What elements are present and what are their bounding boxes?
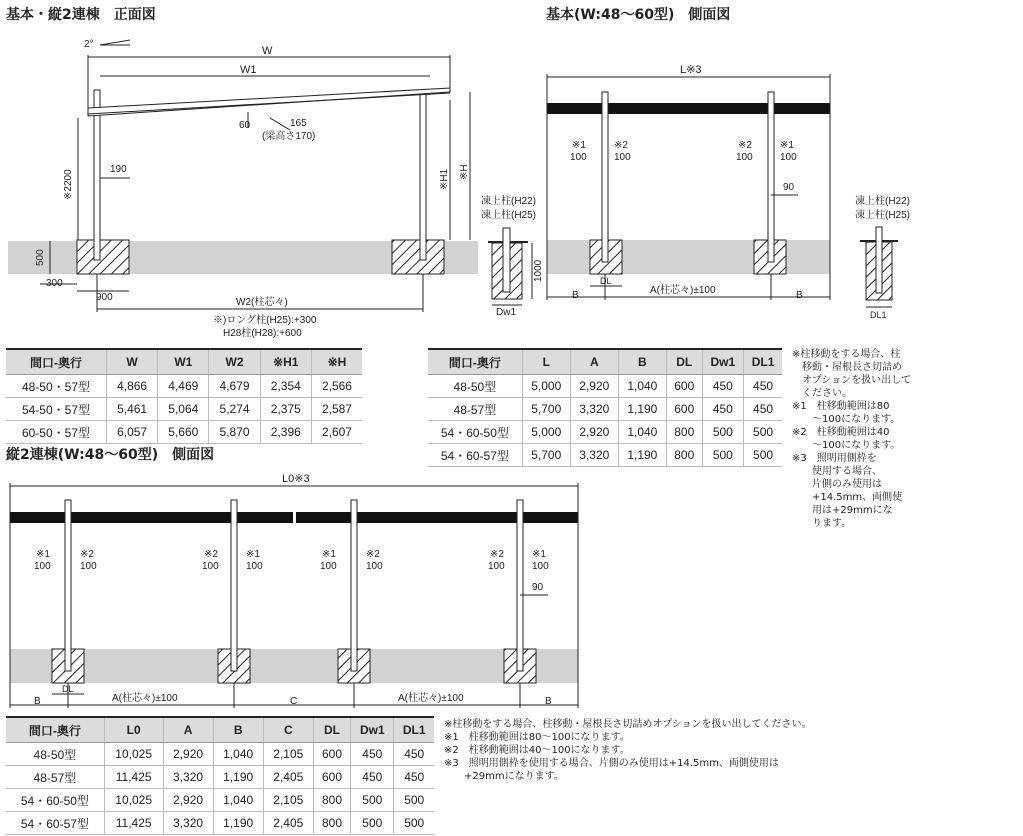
- table-cell: 48-57型: [428, 398, 522, 421]
- front-angle-label: 2°: [84, 39, 94, 50]
- note-line: ～100になります。: [792, 414, 901, 425]
- table-cell: 5,700: [522, 444, 570, 467]
- front-w1-label: W1: [240, 64, 257, 76]
- side-s1-right: ※1: [780, 140, 794, 151]
- table-header: B: [618, 349, 666, 375]
- table-cell: 48-50・57型: [6, 375, 106, 398]
- table-cell: 2,587: [311, 398, 362, 421]
- double-s2-4: ※2: [490, 549, 504, 560]
- table-cell: 450: [702, 375, 743, 398]
- side-view-basic: [547, 64, 910, 320]
- front-190-label: 190: [110, 164, 127, 175]
- front-500-label: 500: [35, 249, 46, 266]
- table-cell: 54・60-50型: [6, 789, 104, 812]
- double-post-3: [351, 500, 357, 671]
- notes-bottom: [444, 718, 811, 783]
- table-row: [428, 421, 782, 444]
- double-s1-1: ※1: [36, 549, 50, 560]
- side-post2-label: 凍上柱(H25): [855, 210, 911, 221]
- table-cell: 800: [666, 444, 702, 467]
- table-cell: 5,274: [209, 398, 260, 421]
- side-roof: [547, 103, 830, 114]
- table-cell: 3,320: [163, 766, 213, 789]
- table-header: DL1: [744, 349, 782, 375]
- table-cell: 48-50型: [428, 375, 522, 398]
- table-header: Dw1: [351, 717, 394, 743]
- front-post1-label: 凍上柱(H22): [481, 196, 537, 207]
- note-line: ※2 柱移動範囲は40～100になります。: [444, 745, 630, 756]
- table-cell: 500: [394, 789, 434, 812]
- table-header: DL: [666, 349, 702, 375]
- front-post2-label: 凍上柱(H25): [481, 210, 537, 221]
- note-line: ください。: [792, 388, 852, 399]
- table-cell: 1,040: [213, 743, 263, 766]
- table-row: [6, 812, 434, 835]
- table-header: 間口-奥行: [6, 349, 106, 375]
- double-100-2: 100: [80, 561, 97, 572]
- table-cell: 54-50・57型: [6, 398, 106, 421]
- table-cell: 4,866: [106, 375, 157, 398]
- table-cell: 4,679: [209, 375, 260, 398]
- double-100-3: 100: [202, 561, 219, 572]
- double-roof-joint: [293, 512, 296, 523]
- table-cell: 450: [394, 743, 434, 766]
- front-165-leader: [270, 118, 290, 130]
- front-300-label: 300: [46, 278, 63, 289]
- table-cell: 2,566: [311, 375, 362, 398]
- table-row: [6, 789, 434, 812]
- double-a-right: A(柱芯々)±100: [398, 693, 464, 704]
- table-cell: 10,025: [104, 743, 163, 766]
- note-line: +29mmになります。: [444, 771, 564, 782]
- table-cell: 500: [351, 789, 394, 812]
- table-cell: 5,461: [106, 398, 157, 421]
- double-100-5: 100: [320, 561, 337, 572]
- table-cell: 5,870: [209, 421, 260, 444]
- front-dw1-label: Dw1: [496, 307, 517, 318]
- table-cell: 600: [313, 743, 350, 766]
- double-90-label: 90: [532, 582, 544, 593]
- double-a-left: A(柱芯々)±100: [112, 693, 178, 704]
- table-cell: 5,000: [522, 421, 570, 444]
- table-cell: 2,607: [311, 421, 362, 444]
- table-cell: 800: [313, 812, 350, 835]
- side-a-label: A(柱芯々)±100: [650, 285, 716, 296]
- table-cell: 500: [744, 444, 782, 467]
- front-view: [8, 39, 544, 339]
- note-line: ～100になります。: [792, 440, 901, 451]
- table-cell: 54・60-50型: [428, 421, 522, 444]
- table-cell: 600: [313, 766, 350, 789]
- side-90-label: 90: [783, 182, 795, 193]
- side-b-left: B: [572, 290, 579, 301]
- double-l0-label: L0※3: [282, 473, 310, 485]
- note-line: ります。: [792, 518, 852, 529]
- table-cell: 3,320: [570, 444, 618, 467]
- table-cell: 600: [666, 375, 702, 398]
- table-cell: 450: [351, 766, 394, 789]
- front-h1-label: ※H1: [439, 168, 450, 190]
- double-post-2: [231, 500, 237, 671]
- double-s1-2: ※1: [246, 549, 260, 560]
- table-header: ※H1: [260, 349, 311, 375]
- side-post-left: [602, 92, 608, 262]
- side-double-title: 縦2連棟(W:48～60型) 側面図: [6, 447, 215, 463]
- table-header: DL1: [394, 717, 434, 743]
- front-angle-line: [100, 40, 130, 45]
- table-cell: 600: [666, 398, 702, 421]
- table-header: A: [163, 717, 213, 743]
- note-line: 片側のみ使用は: [792, 479, 882, 490]
- table-cell: 10,025: [104, 789, 163, 812]
- table-cell: 500: [702, 421, 743, 444]
- table-cell: 3,320: [570, 398, 618, 421]
- table-cell: 2,105: [263, 789, 313, 812]
- table-cell: 1,190: [618, 398, 666, 421]
- side-dl-label: DL: [600, 276, 612, 286]
- table-cell: 500: [351, 812, 394, 835]
- table-cell: 2,920: [163, 789, 213, 812]
- note-line: ※3 照明用側枠を使用する場合、片側のみ使用は+14.5mm、両側使用は: [444, 758, 779, 769]
- spec-table-side: [428, 348, 782, 467]
- side-frost-post: [876, 227, 882, 293]
- note-line: ※3 照明用側枠を: [792, 453, 877, 464]
- table-header: L0: [104, 717, 163, 743]
- front-footing-left: [77, 240, 129, 274]
- double-s2-1: ※2: [80, 549, 94, 560]
- table-cell: 11,425: [104, 766, 163, 789]
- table-header: DL: [313, 717, 350, 743]
- note-line: オプションを扱い出して: [792, 375, 912, 386]
- front-w-label: W: [262, 45, 273, 57]
- table-cell: 2,920: [163, 743, 213, 766]
- double-100-8: 100: [532, 561, 549, 572]
- front-h-label: ※H: [459, 164, 470, 180]
- side-basic-title: 基本(W:48～60型) 側面図: [546, 7, 731, 23]
- table-row: [428, 444, 782, 467]
- front-beam-line: [88, 93, 450, 114]
- table-header: W: [106, 349, 157, 375]
- side-post1-label: 凍上柱(H22): [855, 196, 911, 207]
- table-cell: 1,040: [213, 789, 263, 812]
- table-cell: 450: [351, 743, 394, 766]
- table-cell: 1,190: [618, 444, 666, 467]
- double-post-1: [65, 500, 71, 671]
- table-cell: 1,190: [213, 766, 263, 789]
- table-row: [428, 375, 782, 398]
- table-cell: 2,354: [260, 375, 311, 398]
- table-header: W2: [209, 349, 260, 375]
- side-s2-right: ※2: [738, 140, 752, 151]
- side-ground: [547, 240, 830, 274]
- double-s1-4: ※1: [532, 549, 546, 560]
- side-100-right-a: 100: [736, 152, 753, 163]
- table-header: B: [213, 717, 263, 743]
- front-note2: H28柱(H28):+600: [223, 328, 302, 339]
- table-cell: 5,660: [158, 421, 209, 444]
- note-line: ※柱移動をする場合、柱: [792, 349, 901, 360]
- front-w2-label: W2(柱芯々): [236, 297, 288, 308]
- side-100-left-b: 100: [614, 152, 631, 163]
- note-line: 用は+29mmにな: [792, 505, 893, 516]
- double-100-1: 100: [34, 561, 51, 572]
- front-165-label: 165: [290, 118, 307, 129]
- double-c-label: C: [290, 696, 298, 707]
- table-cell: 450: [744, 375, 782, 398]
- table-cell: 500: [744, 421, 782, 444]
- note-line: ※1 柱移動範囲は80: [792, 401, 890, 412]
- table-cell: 5,000: [522, 375, 570, 398]
- table-row: [6, 398, 362, 421]
- note-line: 移動・屋根長さ切詰め: [792, 362, 902, 373]
- table-cell: 500: [702, 444, 743, 467]
- front-footing-right: [392, 240, 444, 274]
- table-cell: 48-57型: [6, 766, 104, 789]
- side-100-right-b: 100: [780, 152, 797, 163]
- table-cell: 1,040: [618, 421, 666, 444]
- double-post-4: [517, 500, 523, 671]
- table-row: [6, 766, 434, 789]
- table-cell: 450: [744, 398, 782, 421]
- table-cell: 3,320: [163, 812, 213, 835]
- table-cell: 800: [666, 421, 702, 444]
- note-line: ※1 柱移動範囲は80～100になります。: [444, 732, 630, 743]
- table-cell: 2,405: [263, 766, 313, 789]
- table-cell: 2,396: [260, 421, 311, 444]
- side-s1-left: ※1: [572, 140, 586, 151]
- side-l-label: L※3: [680, 64, 702, 76]
- table-cell: 2,920: [570, 375, 618, 398]
- table-cell: 5,700: [522, 398, 570, 421]
- table-header: 間口-奥行: [6, 717, 104, 743]
- table-cell: 1,190: [213, 812, 263, 835]
- double-ground: [10, 649, 578, 683]
- double-b-right: B: [545, 696, 552, 707]
- front-roof: [88, 88, 450, 116]
- note-line: ※2 柱移動範囲は40: [792, 427, 890, 438]
- side-b-right: B: [796, 290, 803, 301]
- side-view-double: [10, 473, 578, 708]
- table-cell: 48-50型: [6, 743, 104, 766]
- table-cell: 2,375: [260, 398, 311, 421]
- spec-table-double: [6, 716, 434, 835]
- front-note1: ※)ロング柱(H25):+300: [213, 315, 317, 326]
- side-dl1-label: DL1: [870, 310, 887, 320]
- double-s2-3: ※2: [366, 549, 380, 560]
- note-line: 使用する場合、: [792, 466, 882, 477]
- table-row: [6, 375, 362, 398]
- table-cell: 2,105: [263, 743, 313, 766]
- double-100-6: 100: [366, 561, 383, 572]
- front-frost-post: [503, 228, 510, 292]
- table-row: [428, 398, 782, 421]
- table-cell: 54・60-57型: [428, 444, 522, 467]
- double-s1-3: ※1: [322, 549, 336, 560]
- table-header: 間口-奥行: [428, 349, 522, 375]
- front-170-label: (梁高さ170): [262, 131, 316, 142]
- note-line: +14.5mm、両側使: [792, 492, 903, 503]
- table-cell: 54・60-57型: [6, 812, 104, 835]
- table-cell: 2,405: [263, 812, 313, 835]
- table-cell: 6,057: [106, 421, 157, 444]
- note-line: ※柱移動をする場合、柱移動・屋根長さ切詰めオプションを扱い出してください。: [444, 719, 812, 730]
- front-900-label: 900: [96, 292, 113, 303]
- double-dl-label: DL: [62, 684, 74, 694]
- double-100-7: 100: [488, 561, 505, 572]
- table-header: ※H: [311, 349, 362, 375]
- notes-right: [792, 348, 911, 530]
- table-cell: 450: [394, 766, 434, 789]
- table-header: L: [522, 349, 570, 375]
- front-2200-label: ※2200: [63, 169, 74, 200]
- table-cell: 500: [394, 812, 434, 835]
- table-header: C: [263, 717, 313, 743]
- side-post-right: [768, 92, 774, 262]
- table-cell: 60-50・57型: [6, 421, 106, 444]
- front-view-title: 基本・縦2連棟 正面図: [6, 7, 156, 23]
- table-cell: 450: [702, 398, 743, 421]
- double-100-4: 100: [246, 561, 263, 572]
- front-60-label: 60: [239, 120, 251, 131]
- double-b-left: B: [34, 696, 41, 707]
- table-cell: 5,064: [158, 398, 209, 421]
- table-cell: 1,040: [618, 375, 666, 398]
- table-cell: 800: [313, 789, 350, 812]
- double-s2-2: ※2: [204, 549, 218, 560]
- table-header: W1: [158, 349, 209, 375]
- front-1000-label: 1000: [533, 259, 544, 282]
- table-cell: 2,920: [570, 421, 618, 444]
- side-100-left-a: 100: [570, 152, 587, 163]
- table-header: Dw1: [702, 349, 743, 375]
- table-cell: 4,469: [158, 375, 209, 398]
- table-header: A: [570, 349, 618, 375]
- table-cell: 11,425: [104, 812, 163, 835]
- table-row: [6, 743, 434, 766]
- spec-table-front: [6, 348, 362, 444]
- table-row: [6, 421, 362, 444]
- side-s2-left: ※2: [614, 140, 628, 151]
- front-post-right: [420, 90, 426, 260]
